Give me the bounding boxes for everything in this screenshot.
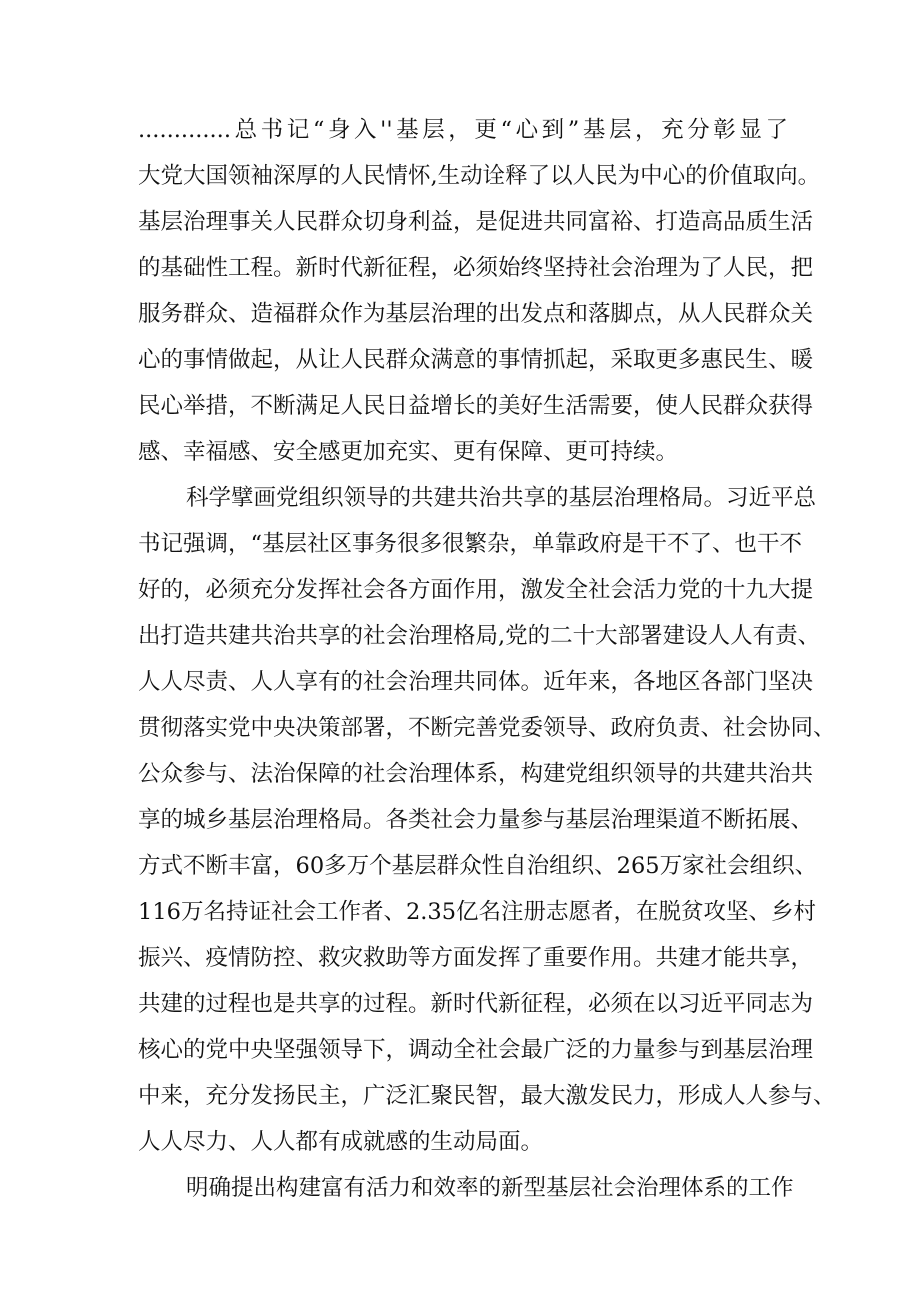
text-line: 公众参与、法治保障的社会治理体系，构建党组织领导的共建共治共 [138, 761, 814, 787]
text-line: 享的城乡基层治理格局。各类社会力量参与基层治理渠道不断拓展、 [138, 807, 814, 833]
text-line: 明确提出构建富有活力和效率的新型基层社会治理体系的工作 [186, 1175, 794, 1201]
text-line: 民心举措，不断满足人民日益增长的美好生活需要，使人民群众获得 [138, 393, 814, 419]
text-line: 感、幸福感、安全感更加充实、更有保障、更可持续。 [138, 439, 679, 465]
text-line: 科学擘画党组织领导的共建共治共享的基层治理格局。习近平总 [186, 485, 817, 511]
text-line: 核心的党中央坚强领导下，调动全社会最广泛的力量参与到基层治理 [138, 1037, 814, 1063]
text-line: 基层治理事关人民群众切身利益，是促进共同富裕、打造高品质生活 [138, 209, 814, 235]
text-line: .............总书记“身入''基层，更“心到”基层，充分彰显了 [138, 117, 788, 143]
text-line: 人人尽责、人人享有的社会治理共同体。近年来，各地区各部门坚决 [138, 669, 814, 695]
text-line: 116万名持证社会工作者、2.35亿名注册志愿者，在脱贫攻坚、乡村 [138, 899, 817, 925]
text-line: 服务群众、造福群众作为基层治理的出发点和落脚点，从人民群众关 [138, 301, 814, 327]
text-line: 大党大国领袖深厚的人民情怀,生动诠释了以人民为中心的价值取向。 [138, 163, 821, 189]
text-line: 的基础性工程。新时代新征程，必须始终坚持社会治理为了人民，把 [138, 255, 814, 281]
text-line: 好的，必须充分发挥社会各方面作用，激发全社会活力党的十九大提 [138, 577, 814, 603]
text-line: 贯彻落实党中央决策部署，不断完善党委领导、政府负责、社会协同、 [138, 715, 836, 741]
text-line: 方式不断丰富，60多万个基层群众性自治组织、265万家社会组织、 [138, 853, 818, 879]
text-line: 中来，充分发扬民主，广泛汇聚民智，最大激发民力，形成人人参与、 [138, 1083, 836, 1109]
text-line: 出打造共建共治共享的社会治理格局,党的二十大部署建设人人有责、 [138, 623, 821, 649]
text-line: 人人尽力、人人都有成就感的生动局面。 [138, 1129, 544, 1155]
text-line: 振兴、疫情防控、救灾救助等方面发挥了重要作用。共建才能共享， [138, 945, 814, 971]
text-line: 书记强调，“基层社区事务很多很繁杂，单靠政府是干不了、也干不 [138, 531, 803, 557]
text-line: 共建的过程也是共享的过程。新时代新征程，必须在以习近平同志为 [138, 991, 814, 1017]
text-line: 心的事情做起，从让人民群众满意的事情抓起，采取更多惠民生、暖 [138, 347, 814, 373]
